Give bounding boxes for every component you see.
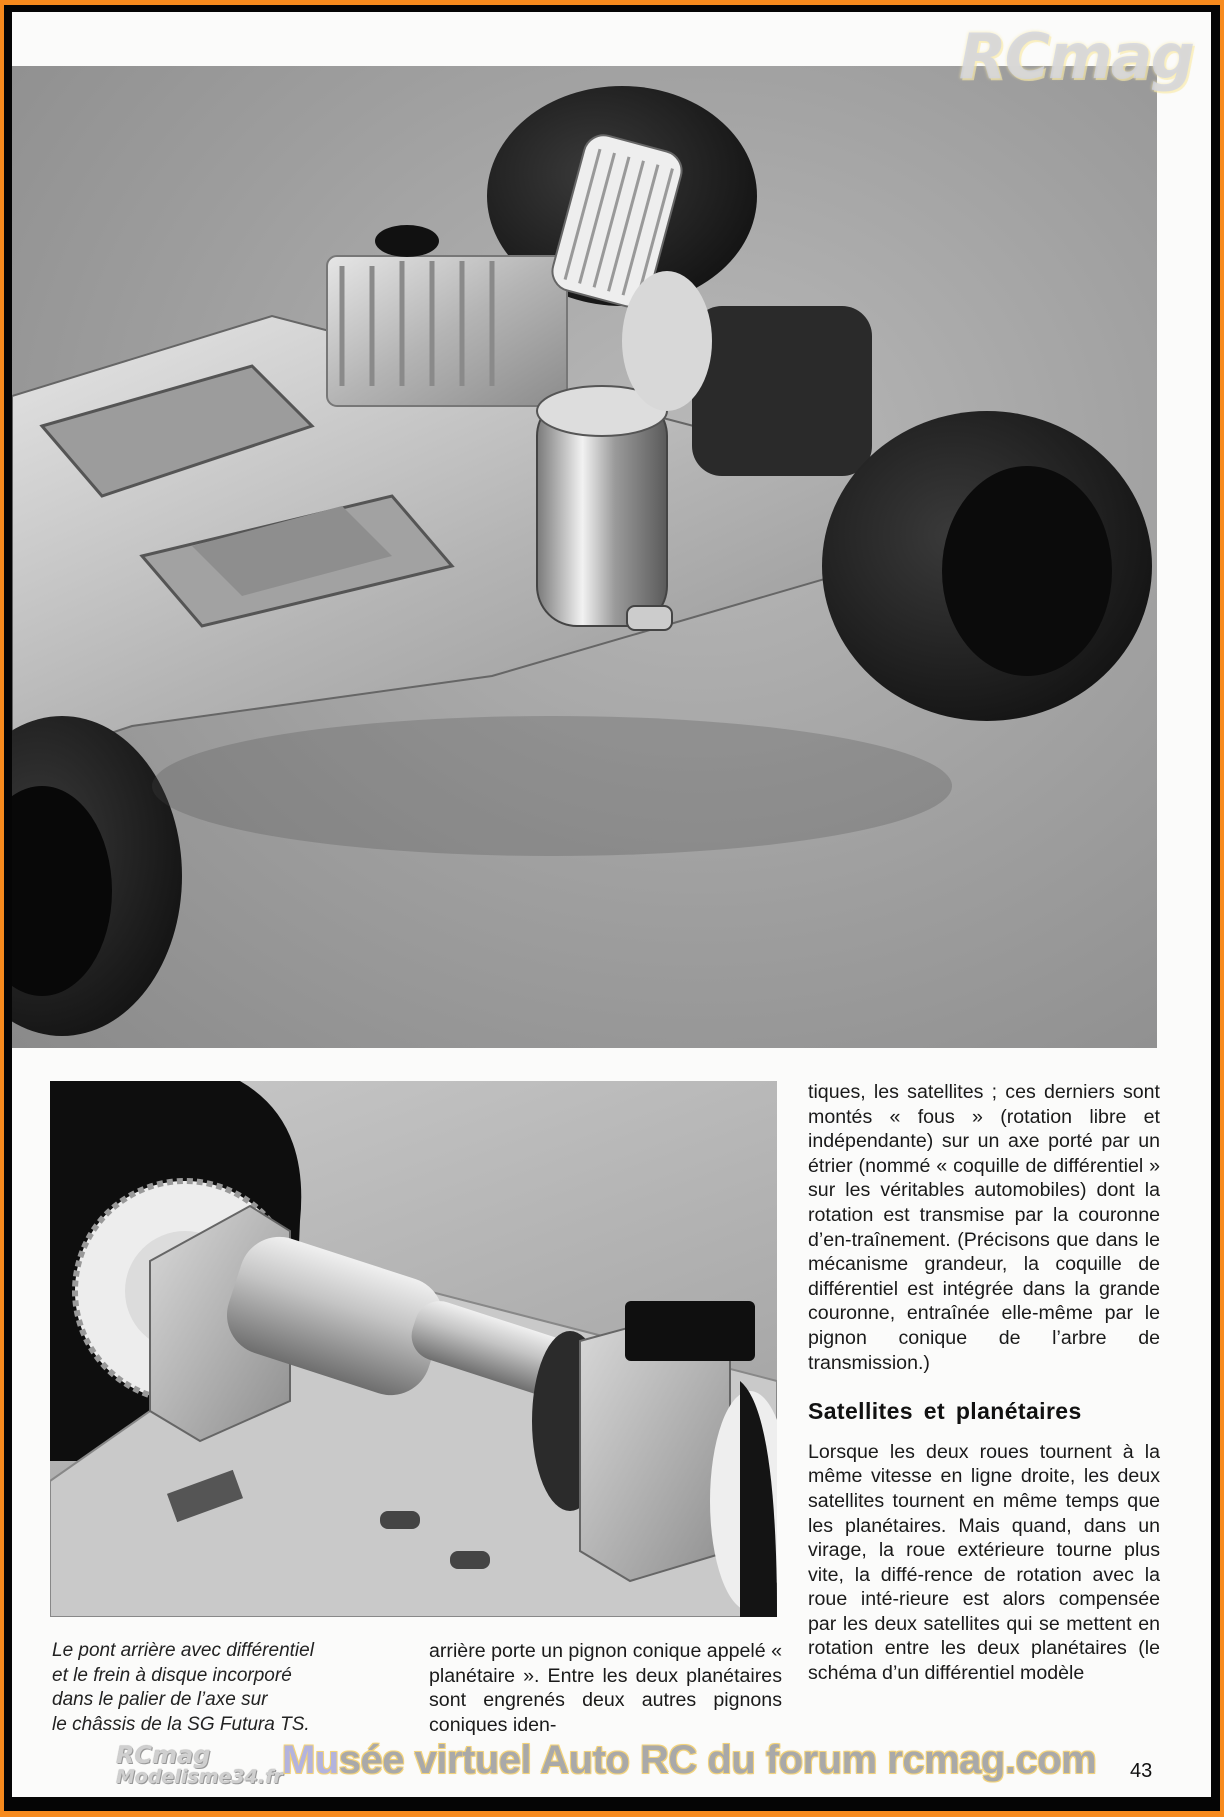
caption-line: dans le palier de l’axe sur [52,1689,268,1711]
body-paragraph: Lorsque les deux roues tournent à la même vitesse en ligne droite, les deux satellites tournent en même temps que les planétaires. Mais quand, dans un virage, la roue extérieure tourne plus vite, la diffé-rence de rotation avec la roue inté-rieure est alors compensée par les deux satellites qui se mettent en rotation entre les deux planétaires (le schéma d’un différentiel modèle [808,1440,1160,1685]
rear-axle-differential-photo [50,1081,777,1617]
logo-line-rcmag: RCmag [116,1741,211,1769]
rcmag-watermark: RCmag [958,20,1193,93]
body-paragraph: arrière porte un pignon conique appelé « planétaire ». Entre les deux planétaires sont engrenés deux autres pignons coniques iden- [429,1640,782,1736]
engine-head [327,256,567,406]
rcmag-modelisme-logo [116,1741,283,1788]
chassis-engine-photo [12,66,1157,1048]
logo-line-modelisme: Modelisme34.fr [116,1766,283,1788]
banner-text: sée virtuel Auto RC du forum rcmag.com [338,1738,1097,1782]
photo-caption [52,1639,392,1737]
caption-line: Le pont arrière avec différentiel [52,1640,314,1661]
magazine-page [12,12,1211,1797]
chassis-engine-illustration [12,66,1157,1048]
right-text-column [808,1080,1160,1686]
rear-axle-illustration [50,1081,777,1617]
page-number: 43 [1130,1760,1153,1782]
section-heading: Satellites et planétaires [808,1398,1082,1425]
banner-prefix: Mu [282,1738,339,1782]
caption-line: et le frein à disque incorporé [52,1664,292,1686]
body-paragraph: tiques, les satellites ; ces derniers sont montés « fous » (rotation libre et indépendante) sur un axe porté par un étrier (nommé « coquille de différentiel » sur les véritables automobiles) dont la rotation est transmise par la couronne d’en-traînement. (Précisons que dans le mécanisme grandeur, la coquille de différentiel est intégrée dans la grande couronne, entraînée elle-même par le pignon conique de l’arbre de transmission.) [808,1081,1160,1374]
middle-text-column [429,1639,782,1737]
caption-line: le châssis de la SG Futura TS. [52,1713,310,1735]
museum-banner [282,1738,1096,1783]
